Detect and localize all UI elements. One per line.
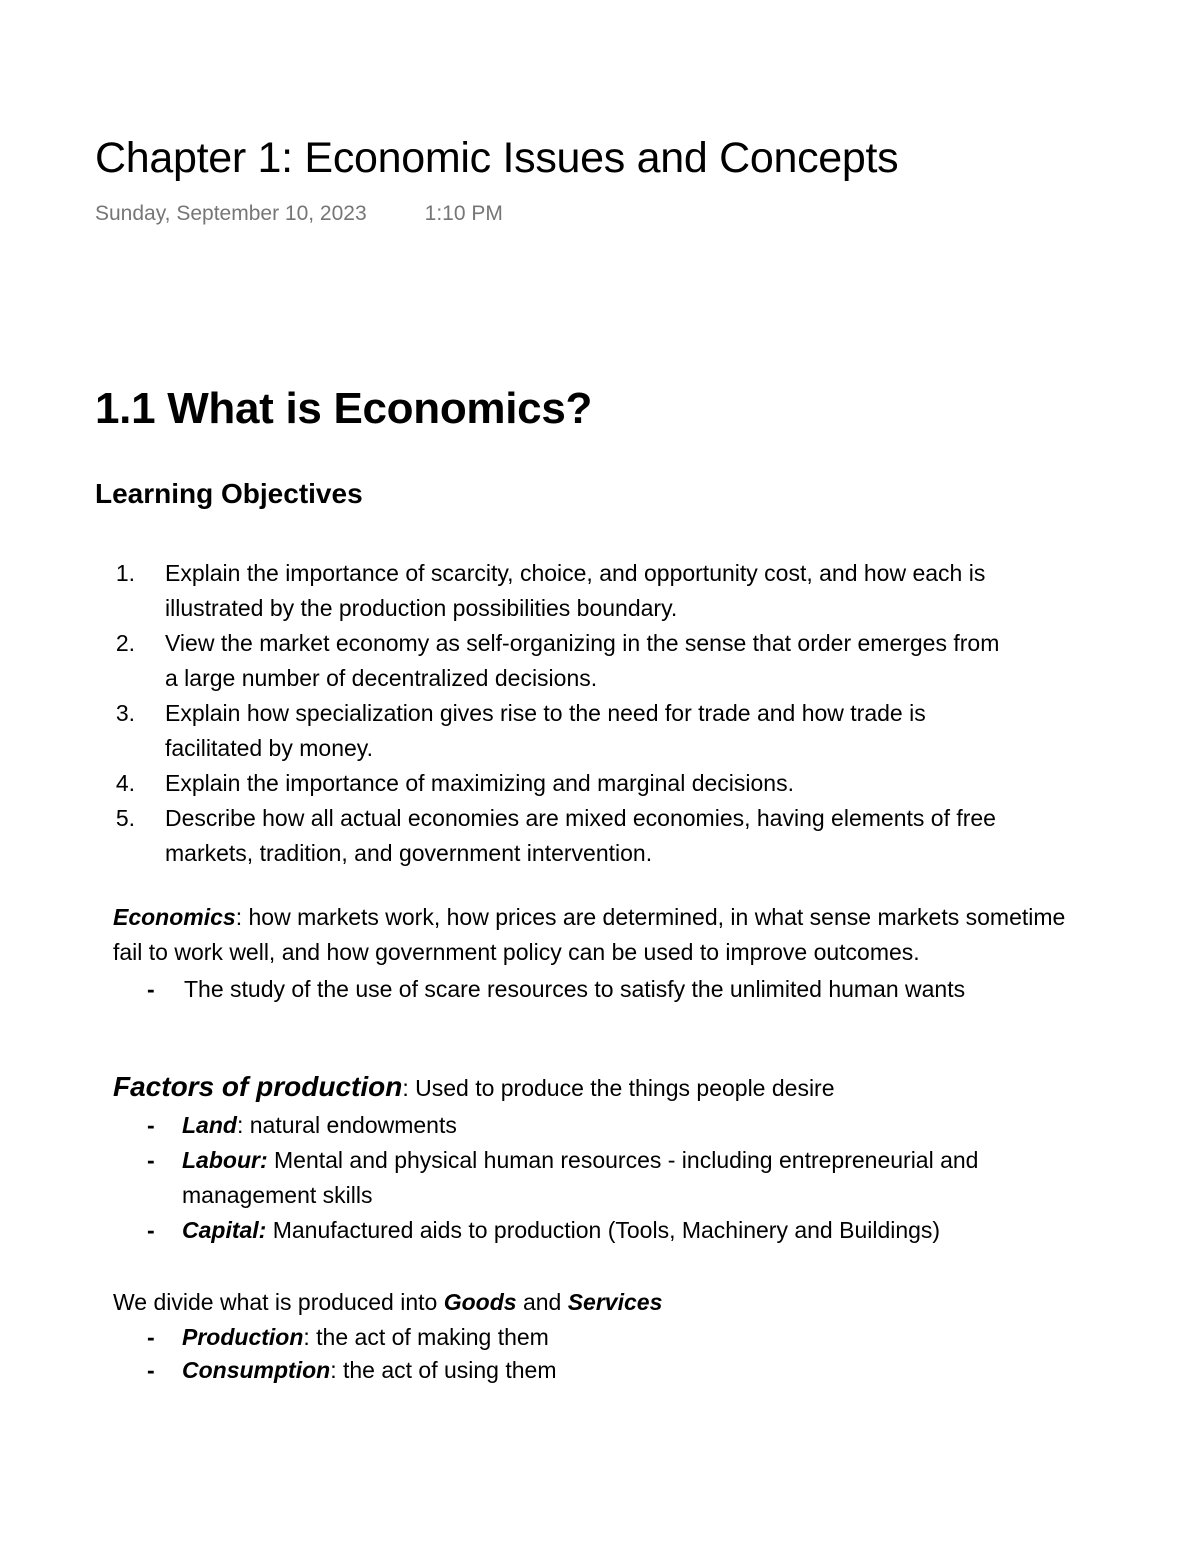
goods-item-text: : the act of making them [303,1324,549,1350]
goods-item-term: Production [182,1324,304,1350]
goods-and-text: and [516,1289,568,1315]
bullet-dash: - [147,1324,155,1350]
factor-text: : natural endowments [236,1112,457,1138]
objective-number: 4. [115,770,135,796]
objective-text: markets, tradition, and government intervention. [165,840,653,866]
objective-number: 1. [115,560,135,586]
factor-term: Labour: [182,1147,268,1173]
page-date: Sunday, September 10, 2023 [95,202,367,225]
objective-number: 5. [115,805,135,831]
bullet-dash: - [147,1217,155,1243]
factor-item [182,1108,457,1143]
page-time: 1:10 PM [424,202,503,225]
factor-item [182,1213,940,1248]
goods-term: Goods [443,1289,517,1315]
objective-text: View the market economy as self-organizing in the sense that order emerges from [165,630,1000,656]
goods-intro-text: We divide what is produced into [113,1289,444,1315]
factor-text: Manufactured aids to production (Tools, Machinery and Buildings) [266,1217,941,1243]
goods-intro [113,1285,662,1320]
services-term: Services [567,1289,663,1315]
bullet-dash: - [147,1112,155,1138]
objective-text: Explain the importance of maximizing and marginal decisions. [165,770,794,796]
objective-text: Explain the importance of scarcity, choice, and opportunity cost, and how each is [165,560,986,586]
objective-text: Describe how all actual economies are mixed economies, having elements of free [165,805,996,831]
economics-def-text: : how markets work, how prices are determined, in what sense markets sometime [235,904,1066,930]
factors-term: Factors of production [113,1071,403,1102]
section-subheading: Learning Objectives [95,478,363,509]
bullet-dash: - [147,1357,155,1383]
factor-text: Mental and physical human resources - including entrepreneurial and [267,1147,979,1173]
factors-def-text: : Used to produce the things people desire [402,1075,835,1101]
objective-text: illustrated by the production possibilities boundary. [165,595,678,621]
section-heading: 1.1 What is Economics? [95,384,593,433]
economics-def-continued: fail to work well, and how government policy can be used to improve outcomes. [113,939,920,965]
bullet-dash: - [147,1147,155,1173]
factor-item [182,1143,978,1178]
objective-text: Explain how specialization gives rise to the need for trade and how trade is [165,700,926,726]
factor-term: Land [182,1112,237,1138]
bullet-dash: - [147,976,155,1002]
economics-bullet: The study of the use of scare resources to satisfy the unlimited human wants [184,976,966,1002]
factors-definition [113,1067,835,1112]
page-title: Chapter 1: Economic Issues and Concepts [95,134,899,182]
factor-text-continued: management skills [182,1182,373,1208]
page-timestamp [95,202,503,226]
goods-item [182,1320,549,1355]
factor-term: Capital: [182,1217,267,1243]
objective-text: a large number of decentralized decisions. [165,665,598,691]
goods-item [182,1353,557,1388]
objective-number: 2. [115,630,135,656]
objective-number: 3. [115,700,135,726]
objective-text: facilitated by money. [165,735,373,761]
goods-item-text: : the act of using them [330,1357,557,1383]
goods-item-term: Consumption [182,1357,331,1383]
economics-term: Economics [113,904,236,930]
economics-definition [113,900,1065,935]
